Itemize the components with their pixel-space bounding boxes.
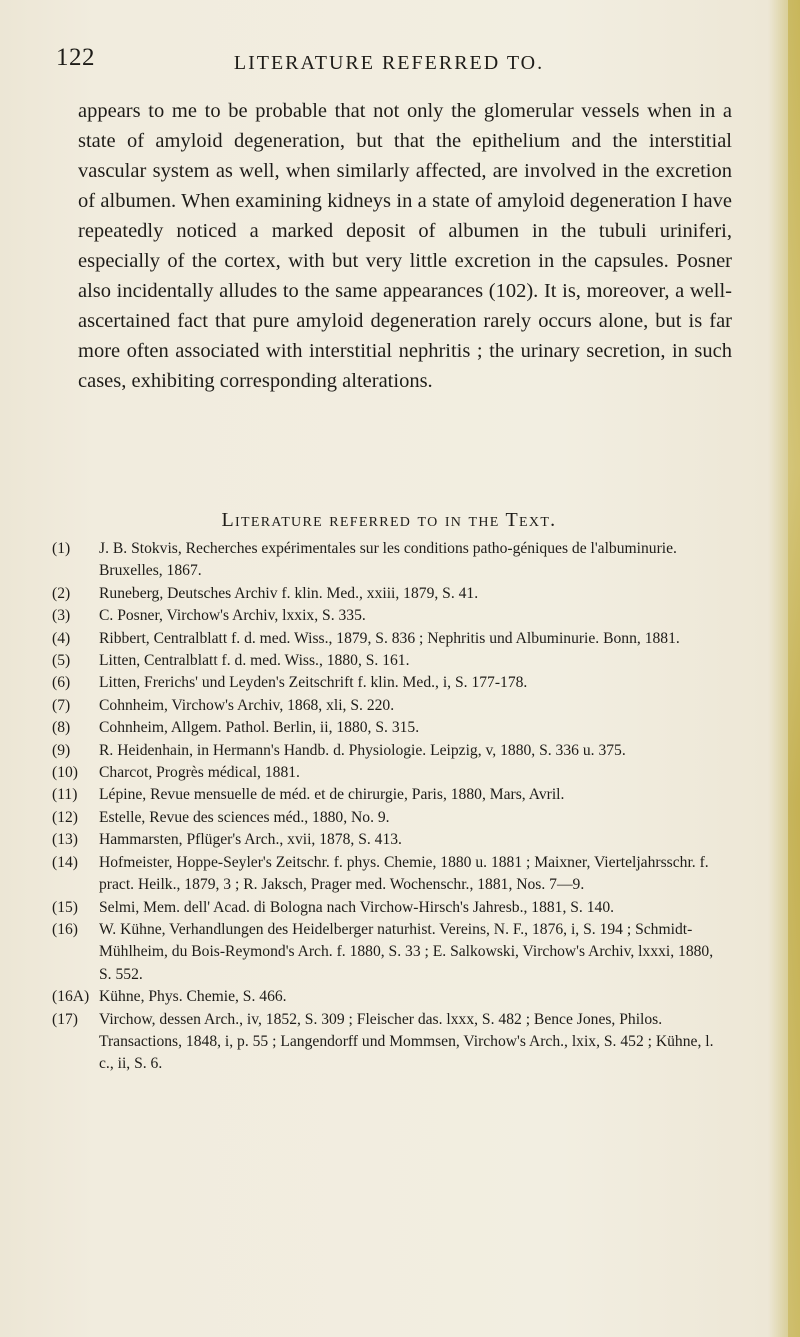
reference-text: C. Posner, Virchow's Archiv, lxxix, S. 335. <box>99 607 366 625</box>
reference-item <box>52 897 724 919</box>
reference-number: (5) <box>52 652 71 670</box>
reference-number: (17) <box>52 1010 78 1028</box>
reference-text: R. Heidenhain, in Hermann's Handb. d. Physiologie. Leipzig, v, 1880, S. 336 u. 375. <box>99 741 626 759</box>
reference-item <box>52 784 724 806</box>
reference-number: (8) <box>52 719 71 737</box>
reference-item <box>52 852 724 897</box>
reference-text: Hofmeister, Hoppe-Seyler's Zeitschr. f. phys. Chemie, 1880 u. 1881 ; Maixner, Vierteljahrsschr. f. pract. Heilk., 1879, 3 ; R. Jaksch, Prager med. Wochenschr., 1881, Nos. 7—9. <box>99 853 709 894</box>
reference-item <box>52 538 724 583</box>
reference-text: Cohnheim, Allgem. Pathol. Berlin, ii, 1880, S. 315. <box>99 719 420 737</box>
reference-text: Lépine, Revue mensuelle de méd. et de chirurgie, Paris, 1880, Mars, Avril. <box>99 786 565 804</box>
reference-item <box>52 605 724 627</box>
reference-number: (12) <box>52 808 78 826</box>
reference-number: (15) <box>52 898 78 916</box>
reference-text: Selmi, Mem. dell' Acad. di Bologna nach Virchow-Hirsch's Jahresb., 1881, S. 140. <box>99 898 615 916</box>
page-edge-stain <box>788 0 800 1337</box>
reference-item <box>52 762 724 784</box>
body-paragraph: appears to me to be probable that not only the glomerular vessels when in a state of amyloid degeneration, but that the epithelium and the interstitial vascular system as well, when similarly affected, are involved in the excretion of albumen. When examining kidneys in a state of amyloid degeneration I have repeatedly noticed a marked deposit of albumen in the tubuli uriniferi, especially of the cortex, with but very little excretion in the capsules. Posner also incidentally alludes to the same appearances (102). It is, moreover, a well-ascertained fact that pure amyloid degeneration rarely occurs alone, but is far more often associated with interstitial nephritis ; the urinary secretion, in such cases, exhibiting corresponding alterations. <box>78 100 732 392</box>
reference-number: (3) <box>52 607 71 625</box>
reference-text: W. Kühne, Verhandlungen des Heidelberger naturhist. Vereins, N. F., 1876, i, S. 194 ; Schmidt-Mühlheim, du Bois-Reymond's Arch. f. 1880, S. 33 ; E. Salkowski, Virchow's Archiv, lxxxi, 1880, S. 552. <box>99 920 714 983</box>
reference-list <box>52 538 724 1076</box>
reference-item <box>52 650 724 672</box>
reference-number: (1) <box>52 540 71 557</box>
reference-text: Virchow, dessen Arch., iv, 1852, S. 309 ; Fleischer das. lxxx, S. 482 ; Bence Jones, Philos. Transactions, 1848, i, p. 55 ; Langendorff und Mommsen, Virchow's Arch., lxix, S. 452 ; Kühne, l. c., ii, S. 6. <box>99 1010 714 1073</box>
reference-item <box>52 740 724 762</box>
reference-number: (13) <box>52 831 78 849</box>
running-head: LITERATURE REFERRED TO. <box>233 52 545 74</box>
reference-text: Charcot, Progrès médical, 1881. <box>99 764 300 782</box>
reference-number: (9) <box>52 741 71 759</box>
reference-number: (4) <box>52 629 71 647</box>
reference-item <box>52 717 724 739</box>
reference-number: (6) <box>52 674 71 692</box>
section-heading <box>56 509 722 532</box>
reference-text: Ribbert, Centralblatt f. d. med. Wiss., 1879, S. 836 ; Nephritis und Albuminurie. Bonn, 1881. <box>99 629 680 647</box>
reference-item <box>52 628 724 650</box>
section-heading-text: Literature referred to in the Text. <box>221 509 557 531</box>
reference-item <box>52 986 724 1008</box>
reference-item <box>52 919 724 986</box>
reference-number: (7) <box>52 696 71 714</box>
reference-item <box>52 1009 724 1076</box>
reference-text: Litten, Centralblatt f. d. med. Wiss., 1880, S. 161. <box>99 652 410 670</box>
reference-text: J. B. Stokvis, Recherches expérimentales sur les conditions patho-géniques de l'albuminurie. Bruxelles, 1867. <box>99 540 677 580</box>
reference-text: Runeberg, Deutsches Archiv f. klin. Med., xxiii, 1879, S. 41. <box>99 584 479 602</box>
reference-text: Cohnheim, Virchow's Archiv, 1868, xli, S. 220. <box>99 696 395 714</box>
reference-text: Litten, Frerichs' und Leyden's Zeitschrift f. klin. Med., i, S. 177-178. <box>99 674 528 692</box>
body-text <box>78 96 732 396</box>
reference-number: (10) <box>52 764 78 782</box>
reference-text: Hammarsten, Pflüger's Arch., xvii, 1878, S. 413. <box>99 831 402 849</box>
reference-number: (16A) <box>52 988 90 1006</box>
page-number: 122 <box>56 44 95 71</box>
reference-number: (11) <box>52 786 78 804</box>
reference-item <box>52 583 724 605</box>
reference-item <box>52 672 724 694</box>
reference-number: (16) <box>52 920 78 938</box>
reference-item <box>52 695 724 717</box>
reference-number: (2) <box>52 584 71 602</box>
reference-number: (14) <box>52 853 78 871</box>
reference-item <box>52 829 724 851</box>
reference-text: Estelle, Revue des sciences méd., 1880, No. 9. <box>99 808 390 826</box>
reference-text: Kühne, Phys. Chemie, S. 466. <box>99 988 287 1006</box>
reference-item <box>52 807 724 829</box>
